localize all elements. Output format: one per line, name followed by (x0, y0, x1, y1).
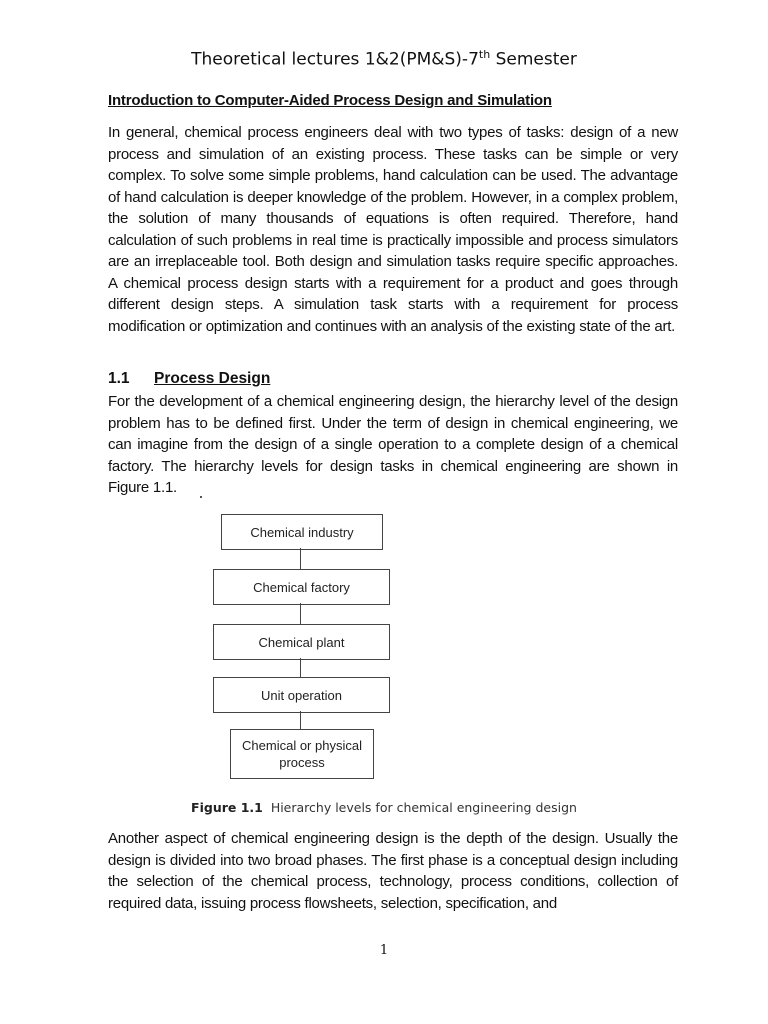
hierarchy-figure (0, 510, 768, 810)
hierarchy-box-chemical-or-physical-process: Chemical or physical process (230, 729, 374, 779)
intro-heading: Introduction to Computer-Aided Process Design and Simulation (108, 92, 552, 109)
figure-caption-text: Hierarchy levels for chemical engineering design (270, 800, 577, 815)
section-paragraph: For the development of a chemical engineering design, the hierarchy level of the design problem has to be defined first. Under the term of design in chemical engineering, we can imagine from the design of a single operation to a complete design of a chemical factory. The hierarchy levels for design tasks in chemical engineering are shown in Figure 1.1. (108, 393, 678, 496)
intro-paragraph: In general, chemical process engineers deal with two types of tasks: design of a new process and simulation of an existing process. These tasks can be simple or very complex. To solve some simple problems, hand calculation can be used. The advantage of hand calculation is deeper knowledge of the problem. However, in a complex problem, the solution of many thousands of equations is often required. Therefore, hand calculation of such problems in real time is practically impossible and process simulators are an irreplaceable tool. Both design and simulation tasks require specific approaches. A chemical process design starts with a requirement for a product and goes through different design steps. A simulation task starts with a requirement for process modification or optimization and continues with an analysis of the existing state of the art. (108, 124, 678, 335)
header-title-sup: th (478, 48, 491, 61)
hierarchy-box-chemical-factory: Chemical factory (213, 569, 390, 605)
section-title: Process Design (154, 370, 271, 387)
hierarchy-connector (300, 711, 301, 730)
hierarchy-connector (300, 603, 301, 624)
hierarchy-box-chemical-industry: Chemical industry (221, 514, 383, 550)
header-title-suffix: Semester (490, 49, 577, 70)
hierarchy-connector (300, 658, 301, 678)
hierarchy-box-unit-operation: Unit operation (213, 677, 390, 713)
section-heading (108, 370, 270, 388)
hierarchy-connector (300, 548, 301, 570)
section-number: 1.1 (108, 370, 130, 387)
header-title-prefix: Theoretical lectures 1&2(PM&S)-7 (191, 49, 479, 70)
figure-caption-label: Figure 1.1 (191, 800, 263, 815)
hierarchy-box-chemical-plant: Chemical plant (213, 624, 390, 660)
figure-caption (0, 800, 768, 815)
stray-mark (200, 496, 202, 498)
page-header (0, 48, 768, 70)
page-number: 1 (379, 943, 389, 958)
after-figure-paragraph: Another aspect of chemical engineering design is the depth of the design. Usually the design is divided into two broad phases. The first phase is a conceptual design including the selection of the chemical process, technology, process conditions, collection of required data, issuing process flowsheets, selection, specification, and (108, 830, 678, 912)
